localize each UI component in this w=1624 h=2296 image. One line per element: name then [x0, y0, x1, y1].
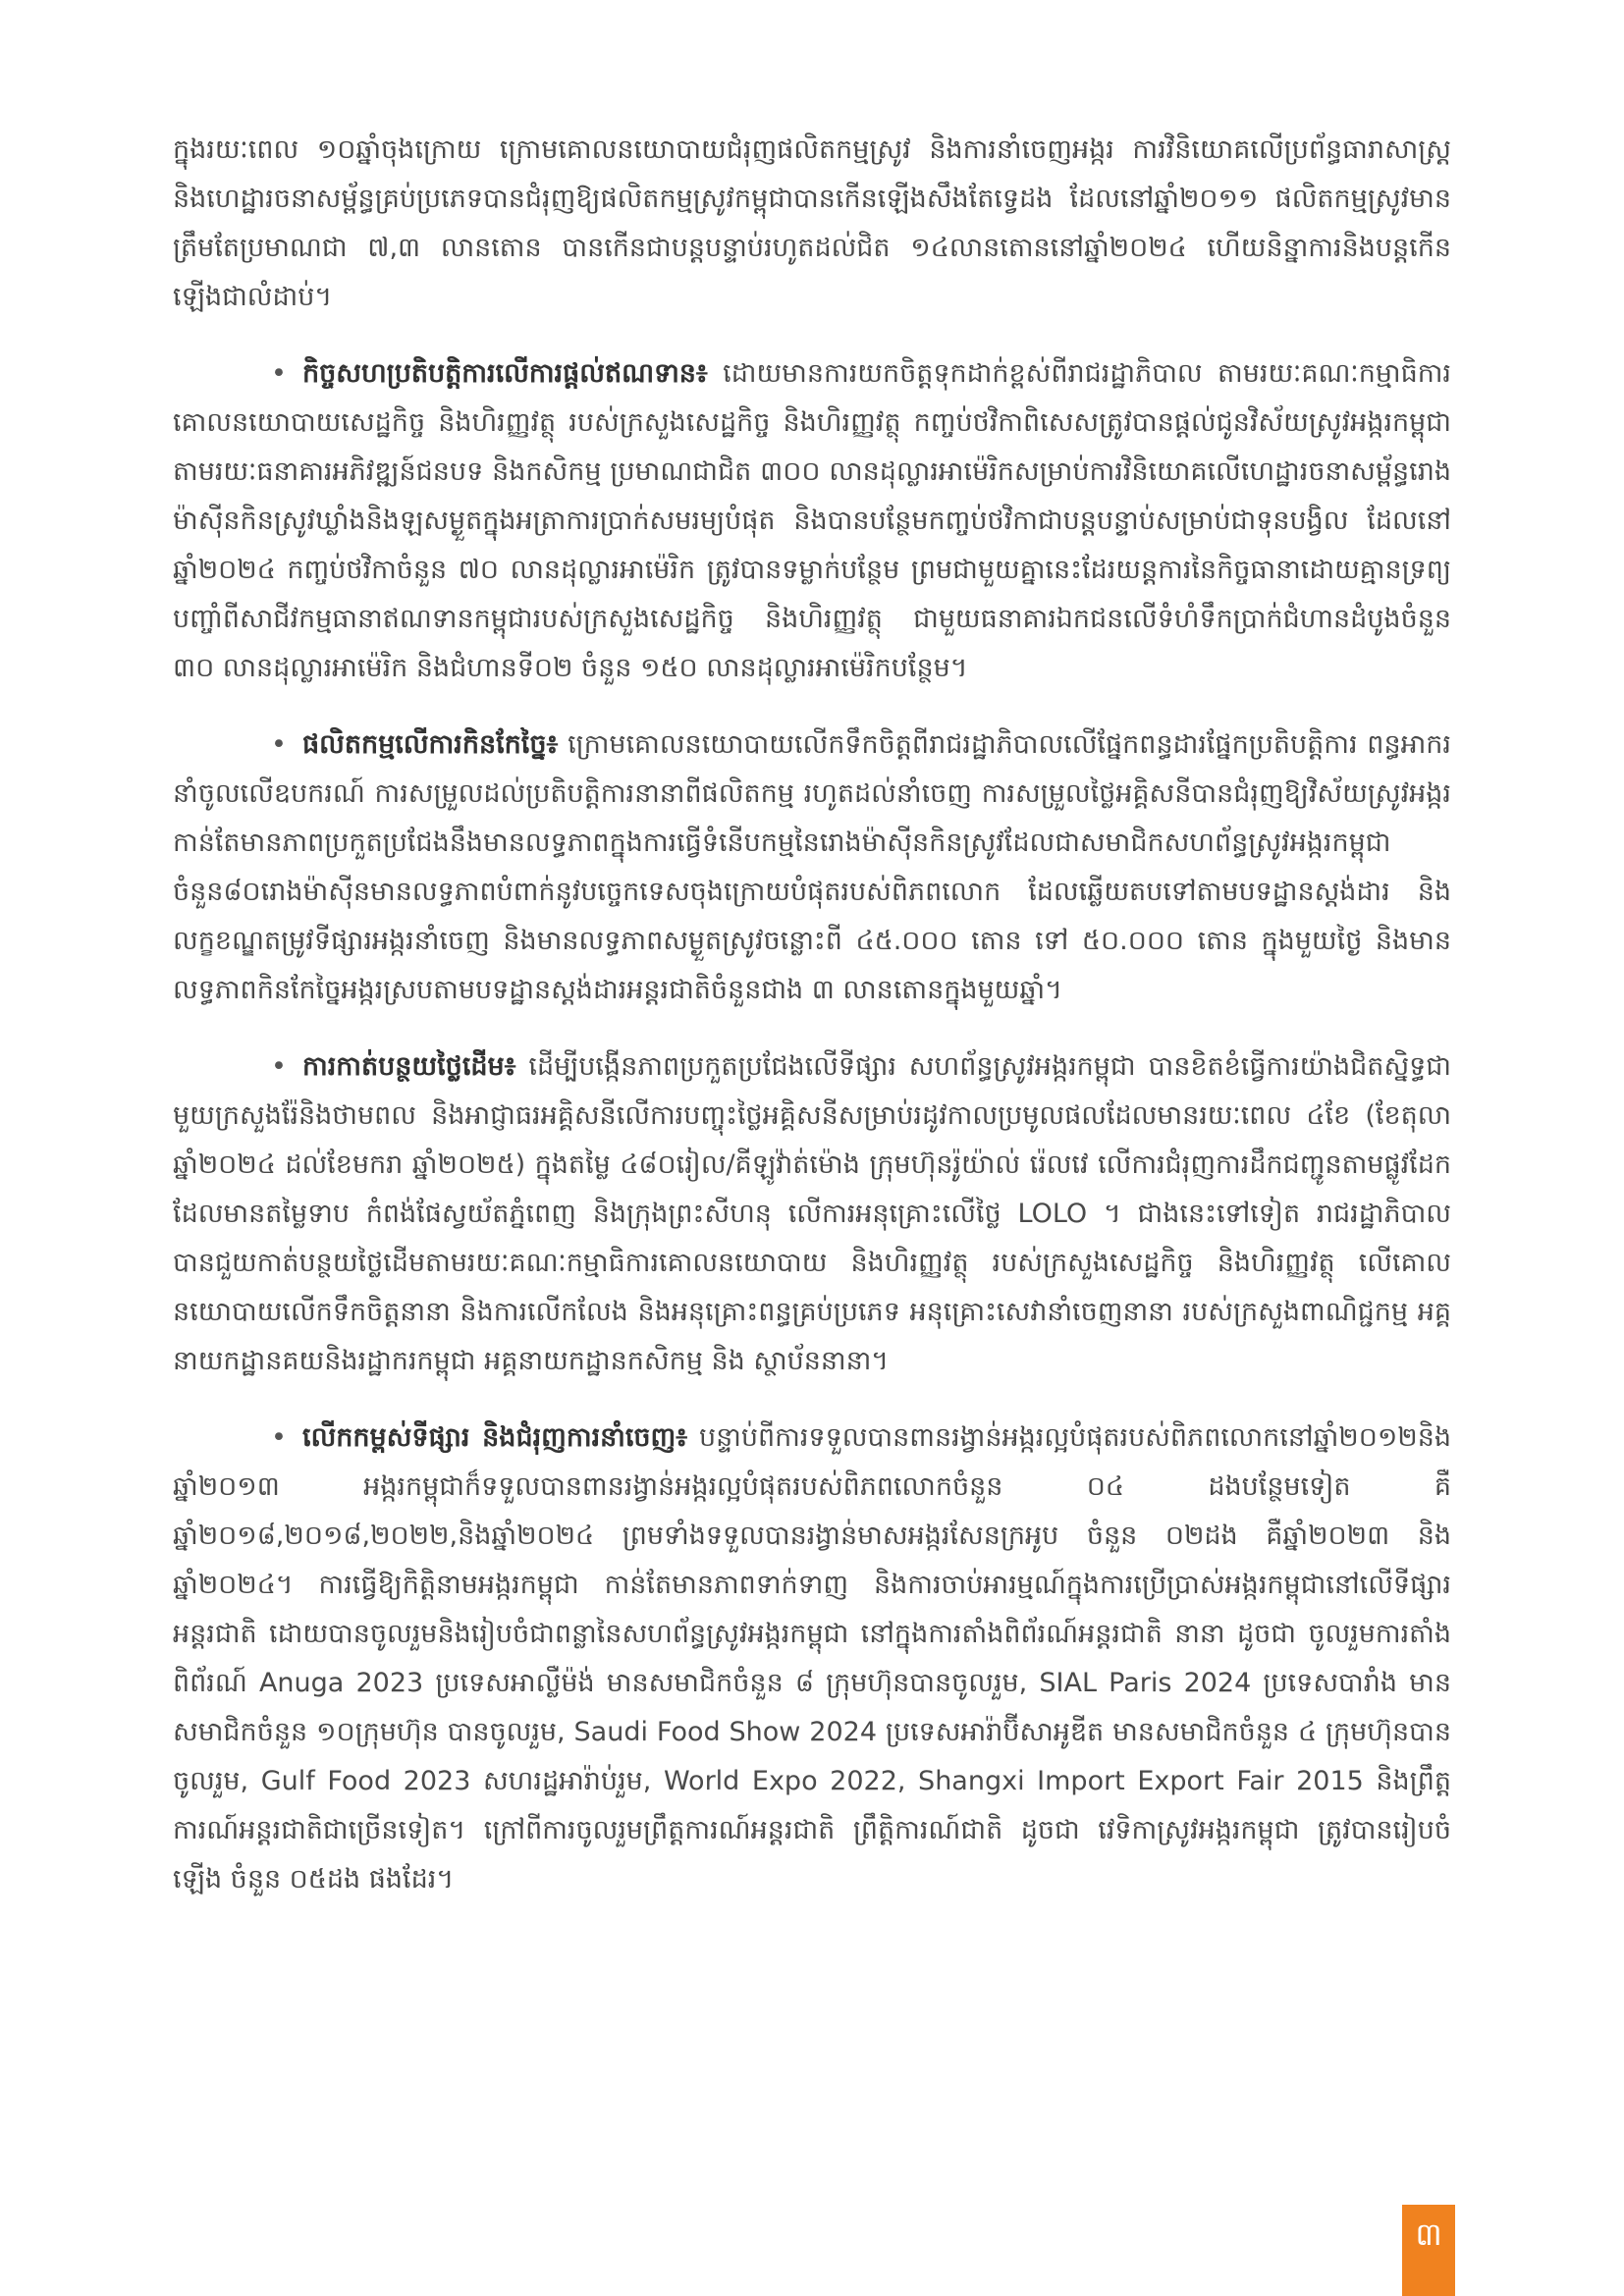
section-body: ក្រោមគោលនយោបាយលើកទឹកចិត្តពីរាជរដ្ឋាភិបាលលើផ្នែកពន្ធដារផ្នែកប្រតិបត្តិការ ពន្ធអាករនាំចូលលើឧបករណ៍ ការសម្រួលដល់ប្រតិបត្តិការនានាពីផលិតកម្ម រហូតដល់នាំចេញ ការសម្រួលថ្លៃអគ្គិសនីបានជំរុញឱ្យវិស័យស្រូវអង្ករកាន់តែមានភាពប្រកួតប្រជែងនឹងមានលទ្ធភាពក្នុងការធ្វើទំនើបកម្មនៃរោងម៉ាស៊ីនកិនស្រូវដែលជាសមាជិកសហព័ន្ធស្រូវអង្ករកម្ពុជាចំនួន៨០រោងម៉ាស៊ីនមានលទ្ធភាពបំពាក់នូវបច្ចេកទេសចុងក្រោយបំផុតរបស់ពិភពលោក ដែលឆ្លើយតបទៅតាមបទដ្ឋានស្តង់ដារ និងលក្ខខណ្ឌតម្រូវទីផ្សារអង្ករនាំចេញ និងមានលទ្ធភាពសម្ងួតស្រូវចន្លោះពី ៤៥.០០០ តោន ទៅ ៥០.០០០ តោន ក្នុងមួយថ្ងៃ និងមានលទ្ធភាពកិនកែច្នៃអង្ករស្របតាមបទដ្ឋានស្តង់ដារអន្តរជាតិចំនួនជាង ៣ លានតោនក្នុងមួយឆ្នាំ។ — [173, 729, 1451, 1005]
bullet-icon: • — [271, 1422, 287, 1453]
section-credit — [173, 349, 1451, 693]
section-milling — [173, 721, 1451, 1015]
section-heading: លើកកម្ពស់ទីផ្សារ និងជំរុញការនាំចេញ៖ — [302, 1422, 688, 1453]
bullet-icon: • — [271, 358, 287, 389]
section-heading: កិច្ចសហប្រតិបត្តិការលើការផ្តល់ឥណទាន៖ — [302, 358, 708, 389]
section-market-promotion — [173, 1414, 1451, 1904]
section-body: ដើម្បីបង្កើនភាពប្រកួតប្រជែងលើទីផ្សារ សហព័ន្ធស្រូវអង្ករកម្ពុជា បានខិតខំធ្វើការយ៉ាងជិតស្និទ្ធជាមួយក្រសួងរ៉ែនិងថាមពល និងអាជ្ញាធរអគ្គិសនីលើការបញ្ចុះថ្លៃអគ្គិសនីសម្រាប់រដូវកាលប្រមូលផលដែលមានរយៈពេល ៤ខែ (ខែតុលា ឆ្នាំ២០២៤ ដល់ខែមករា ឆ្នាំ២០២៥) ក្នុងតម្លៃ ៤៨០រៀល/គីឡូវ៉ាត់ម៉ោង ក្រុមហ៊ុនរ៉ូយ៉ាល់ រ៉េលវេ លើការជំរុញការដឹកជញ្ជូនតាមផ្លូវដែកដែលមានតម្លៃទាប កំពង់ផែស្វយ័តភ្នំពេញ និងក្រុងព្រះសីហនុ លើការអនុគ្រោះលើថ្លៃ LOLO ។ ជាងនេះទៅទៀត រាជរដ្ឋាភិបាលបានជួយកាត់បន្ថយថ្លៃដើមតាមរយៈគណៈកម្មាធិការគោលនយោបាយ និងហិរញ្ញវត្ថុ របស់ក្រសួងសេដ្ឋកិច្ច និងហិរញ្ញវត្ថុ លើគោលនយោបាយលើកទឹកចិត្តនានា និងការលើកលែង និងអនុគ្រោះពន្ធគ្រប់ប្រភេទ អនុគ្រោះសេវានាំចេញនានា របស់ក្រសួងពាណិជ្ជកម្ម អគ្គនាយកដ្ឋានគយនិងរដ្ឋាករកម្ពុជា អគ្គនាយកដ្ឋានកសិកម្ម និង ស្ថាប័ននានា។ — [173, 1051, 1451, 1376]
intro-paragraph: ក្នុងរយៈពេល ១០ឆ្នាំចុងក្រោយ ក្រោមគោលនយោបាយជំរុញផលិតកម្មស្រូវ និងការនាំចេញអង្ករ ការវិនិយោគលើប្រព័ន្ធធារាសាស្ត្រ និងហេដ្ឋារចនាសម្ព័ន្ធគ្រប់ប្រភេទបានជំរុញឱ្យផលិតកម្មស្រូវកម្ពុជាបានកើនឡើងសឹងតែទ្វេដង ដែលនៅឆ្នាំ២០១១ ផលិតកម្មស្រូវមានត្រឹមតែប្រមាណជា ៧,៣ លានតោន បានកើនជាបន្តបន្ទាប់រហូតដល់ជិត ១៤លានតោននៅឆ្នាំ២០២៤ ហើយនិន្នាការនិងបន្តកើនឡើងជាលំដាប់។ — [173, 134, 1451, 312]
bullet-icon: • — [271, 729, 287, 760]
section-heading: ផលិតកម្មលើការកិនកែច្នៃ៖ — [302, 729, 559, 760]
section-body: ដោយមានការយកចិត្តទុកដាក់ខ្ពស់ពីរាជរដ្ឋាភិបាល តាមរយៈគណៈកម្មាធិការគោលនយោបាយសេដ្ឋកិច្ច និងហិរញ្ញវត្ថុ របស់ក្រសួងសេដ្ឋកិច្ច និងហិរញ្ញវត្ថុ កញ្ចប់ថវិកាពិសេសត្រូវបានផ្តល់ជូនវិស័យស្រូវអង្ករកម្ពុជា តាមរយៈធនាគារអភិវឌ្ឍន៍ជនបទ និងកសិកម្ម ប្រមាណជាជិត ៣០០ លានដុល្លារអាម៉េរិកសម្រាប់ការវិនិយោគលើហេដ្ឋារចនាសម្ព័ន្ធរោងម៉ាស៊ីនកិនស្រូវឃ្លាំងនិងឡសម្ងួតក្នុងអត្រាការប្រាក់សមរម្យបំផុត និងបានបន្ថែមកញ្ចប់ថវិកាជាបន្តបន្ទាប់សម្រាប់ជាទុនបង្វិល ដែលនៅឆ្នាំ២០២៤ កញ្ចប់ថវិកាចំនួន ៧០ លានដុល្លារអាម៉េរិក ត្រូវបានទម្លាក់បន្ថែម ព្រមជាមួយគ្នានេះដែរយន្តការនៃកិច្ចធានាដោយគ្មានទ្រព្យបញ្ចាំពីសាជីវកម្មធានាឥណទានកម្ពុជារបស់ក្រសួងសេដ្ឋកិច្ច និងហិរញ្ញវត្ថុ ជាមួយធនាគារឯកជនលើទំហំទឹកប្រាក់ជំហានដំបូងចំនួន ៣០ លានដុល្លារអាម៉េរិក និងជំហានទី០២ ចំនួន ១៥០ លានដុល្លារអាម៉េរិកបន្ថែម។ — [173, 358, 1451, 683]
page-number-tab — [1402, 2205, 1455, 2296]
page-number: ៣ — [1415, 2216, 1442, 2253]
section-heading: ការកាត់បន្ថយថ្លៃដើម៖ — [302, 1051, 516, 1082]
document-body — [173, 126, 1451, 1932]
section-body: បន្ទាប់ពីការទទួលបានពានរង្វាន់អង្ករល្អបំផុតរបស់ពិភពលោកនៅឆ្នាំ២០១២និងឆ្នាំ២០១៣ អង្ករកម្ពុជាក៏ទទួលបានពានរង្វាន់អង្ករល្អបំផុតរបស់ពិភពលោកចំនួន ០៤ ដងបន្ថែមទៀត គឺឆ្នាំ២០១៨,២០១៨,២០២២,និងឆ្នាំ២០២៤ ព្រមទាំងទទួលបានរង្វាន់មាសអង្ករសែនក្រអូប ចំនួន ០២ដង គឺឆ្នាំ២០២៣ និងឆ្នាំ២០២៤។ ការធ្វើឱ្យកិត្តិនាមអង្ករកម្ពុជា កាន់តែមានភាពទាក់ទាញ និងការចាប់អារម្មណ៍ក្នុងការប្រើប្រាស់អង្ករកម្ពុជានៅលើទីផ្សារអន្តរជាតិ ដោយបានចូលរួមនិងរៀបចំជាពន្លានៃសហព័ន្ធស្រូវអង្ករកម្ពុជា នៅក្នុងការតាំងពិព័រណ៍អន្តរជាតិ នានា ដូចជា ចូលរួមការតាំងពិព័រណ៍ Anuga 2023 ប្រទេសអាល្លឺម៉ង់ មានសមាជិកចំនួន ៨ ក្រុមហ៊ុនបានចូលរួម, SIAL Paris 2024 ប្រទេសបារាំង មានសមាជិកចំនួន ១០ក្រុមហ៊ុន បានចូលរួម, Saudi Food Show 2024 ប្រទេសអារ៉ាប៊ីសាអូឌីត មានសមាជិកចំនួន ៤ ក្រុមហ៊ុនបានចូលរួម, Gulf Food 2023 សហរដ្ឋអារ៉ាប់រួម, World Expo 2022, Shangxi Import Export Fair 2015 និងព្រឹត្តការណ៍អន្តរជាតិជាច្រើនទៀត។ ក្រៅពីការចូលរួមព្រឹត្តការណ៍អន្តរជាតិ ព្រឹត្តិការណ៍ជាតិ ដូចជា វេទិកាស្រូវអង្ករកម្ពុជា ត្រូវបានរៀបចំឡើង ចំនួន ០៥ដង ផងដែរ។ — [173, 1422, 1451, 1895]
section-cost-reduction — [173, 1042, 1451, 1386]
bullet-icon: • — [271, 1051, 287, 1082]
